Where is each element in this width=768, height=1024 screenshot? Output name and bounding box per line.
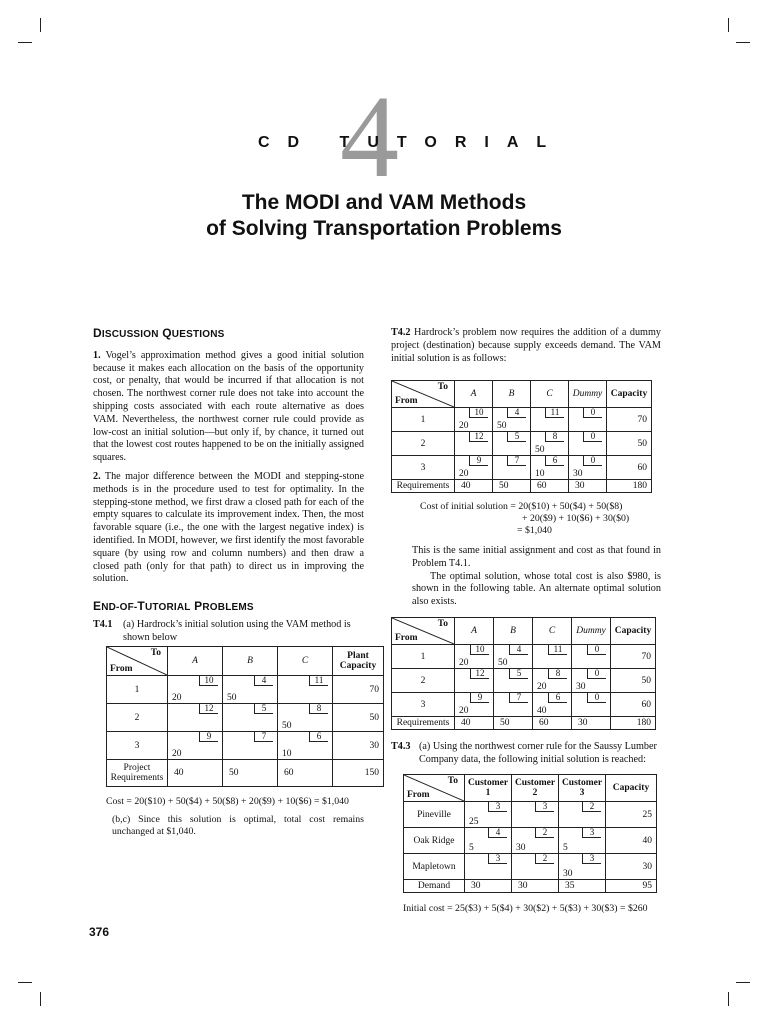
unit-cost: 5 (507, 432, 526, 442)
row-label: 3 (392, 456, 455, 480)
unit-cost: 9 (469, 456, 488, 466)
unit-cost: 6 (545, 456, 564, 466)
problem-t4-1: T4.1 (a) Hardrock’s initial solution using the VAM method is shown below (93, 618, 351, 643)
allocation: 5 (469, 843, 474, 853)
column-header: Customer 1 (465, 775, 512, 802)
unit-cost: 12 (199, 704, 218, 714)
route-cell (572, 669, 611, 693)
unit-cost: 8 (545, 432, 564, 442)
requirement-value: 30 (465, 880, 512, 893)
row-capacity: 30 (606, 854, 657, 880)
unit-cost: 11 (545, 408, 564, 418)
table-row (404, 828, 657, 854)
t4-3-initial-cost: Initial cost = 25($3) + 5($4) + 30($2) + 5($3) + 30($3) = $260 (403, 903, 648, 914)
route-cell (512, 802, 559, 828)
unit-cost: 4 (509, 645, 528, 655)
unit-cost: 0 (583, 408, 602, 418)
transport-table (391, 617, 656, 730)
route-cell (223, 676, 278, 704)
unit-cost: 6 (548, 693, 567, 703)
unit-cost: 12 (469, 432, 488, 442)
row-capacity: 60 (611, 693, 656, 717)
total-value: 180 (607, 480, 652, 493)
requirements-row (404, 880, 657, 893)
unit-cost: 4 (488, 828, 507, 838)
route-cell (569, 432, 607, 456)
total-value: 180 (611, 717, 656, 730)
route-cell (278, 732, 333, 760)
column-header: Customer 3 (559, 775, 606, 802)
transport-table (391, 380, 652, 493)
allocation: 20 (172, 693, 182, 703)
requirement-value: 50 (494, 717, 533, 730)
route-cell (493, 408, 531, 432)
transport-table (106, 646, 384, 787)
requirement-value: 35 (559, 880, 606, 893)
allocation: 50 (535, 445, 545, 455)
chapter-label: CD TUTORIAL (258, 134, 565, 151)
unit-cost: 0 (587, 645, 606, 655)
route-cell (168, 732, 223, 760)
unit-cost: 6 (309, 732, 328, 742)
page-title (0, 190, 768, 242)
row-capacity: 70 (333, 676, 384, 704)
allocation: 20 (172, 749, 182, 759)
unit-cost: 4 (507, 408, 526, 418)
requirement-value: 30 (572, 717, 611, 730)
unit-cost: 12 (470, 669, 489, 679)
crop-mark (40, 992, 41, 1006)
capacity-header: Capacity (611, 618, 656, 645)
requirements-label: Demand (404, 880, 465, 893)
route-cell (569, 408, 607, 432)
requirement-value: 60 (531, 480, 569, 493)
row-label: 1 (107, 676, 168, 704)
route-cell (465, 854, 512, 880)
allocation: 30 (576, 682, 586, 692)
unit-cost: 5 (254, 704, 273, 714)
unit-cost: 10 (470, 645, 489, 655)
column-header: B (493, 381, 531, 408)
crop-mark (40, 18, 41, 32)
column-header: Dummy (572, 618, 611, 645)
route-cell (168, 704, 223, 732)
to-from-header: To From (107, 647, 168, 676)
unit-cost: 5 (509, 669, 528, 679)
allocation: 10 (535, 469, 545, 479)
column-header: A (455, 381, 493, 408)
unit-cost: 0 (587, 693, 606, 703)
row-capacity: 60 (607, 456, 652, 480)
column-header: B (223, 647, 278, 676)
unit-cost: 2 (535, 854, 554, 864)
row-label: 3 (107, 732, 168, 760)
row-capacity: 30 (333, 732, 384, 760)
crop-mark (18, 982, 32, 983)
row-capacity: 70 (607, 408, 652, 432)
route-cell (455, 408, 493, 432)
row-label: 3 (392, 693, 455, 717)
column-header: C (533, 618, 572, 645)
route-cell (455, 693, 494, 717)
column-header: B (494, 618, 533, 645)
t4-2-intro: T4.2 Hardrock’s problem now requires the addition of a dummy project (destination) because supply exceeds demand. The VAM initial solution is as follows: (391, 327, 661, 364)
route-cell (493, 456, 531, 480)
allocation: 20 (459, 421, 469, 431)
question-2: 2. The major difference between the MODI and stepping-stone methods is in the procedure used to test for optimality. In the stepping-stone method, we first draw a closed path for each of the empty squares to calculate its improvement index. Then, the most favorable square (i.e., the one with the largest negative index) is identified. In MODI, however, we first identify the most favorable square (by using row and column numbers) and then draw a closed path (only for that path) to direct us in improving the solution. (93, 470, 364, 585)
route-cell (533, 693, 572, 717)
row-capacity: 50 (333, 704, 384, 732)
allocation: 50 (227, 693, 237, 703)
table-row (107, 704, 384, 732)
route-cell (465, 828, 512, 854)
requirement-value: 30 (512, 880, 559, 893)
table-row (107, 676, 384, 704)
total-value: 150 (333, 760, 384, 787)
requirement-value: 60 (533, 717, 572, 730)
requirement-value: 50 (223, 760, 278, 787)
to-from-header: To From (404, 775, 465, 802)
column-header: C (278, 647, 333, 676)
t4-2-cost: Cost of initial solution = 20($10) + 50($4) + 50($8) + 20($9) + 10($6) + 30($0) = $1,040 (420, 501, 630, 536)
unit-cost: 10 (469, 408, 488, 418)
table-row (392, 693, 656, 717)
route-cell (168, 676, 223, 704)
row-capacity: 70 (611, 645, 656, 669)
allocation: 20 (459, 658, 469, 668)
allocation: 30 (516, 843, 526, 853)
page-number: 376 (89, 925, 110, 939)
t4-1-cost-equation: Cost = 20($10) + 50($4) + 50($8) + 20($9) + 10($6) = $1,040 (106, 796, 349, 807)
crop-mark (736, 982, 750, 983)
requirements-row (392, 480, 652, 493)
unit-cost: 9 (199, 732, 218, 742)
t4-2-followup: This is the same initial assignment and cost as that found in Problem T4.1. The optimal solution, whose total cost is also $980, is shown in the following table. An alternate optimal solution also exists. (412, 545, 661, 608)
unit-cost: 8 (548, 669, 567, 679)
row-label: 2 (107, 704, 168, 732)
requirement-value: 40 (168, 760, 223, 787)
question-1: 1. Vogel’s approximation method gives a good initial solution because it makes each allocation on the basis of the opportunity cost, or penalty, that would be incurred if that allocation is not chosen. The northwest corner rule does not take into account the shipping costs associated with each route alternative as does VAM. Nevertheless, the northwest corner rule could provide as low-cost an initial solution—but only if, by chance, it turned out that the lowest cost routes happened to be on the initially assigned squares. (93, 349, 364, 464)
route-cell (572, 645, 611, 669)
row-label: 2 (392, 669, 455, 693)
capacity-header: Plant Capacity (333, 647, 384, 676)
route-cell (559, 828, 606, 854)
route-cell (455, 645, 494, 669)
table-row (107, 732, 384, 760)
discussion-heading: DISCUSSION QUESTIONS (93, 326, 225, 340)
allocation: 10 (282, 749, 292, 759)
unit-cost: 11 (548, 645, 567, 655)
transport-table (403, 774, 657, 893)
crop-mark (728, 18, 729, 32)
allocation: 50 (282, 721, 292, 731)
unit-cost: 2 (535, 828, 554, 838)
problem-t4-3: T4.3 (a) Using the northwest corner rule for the Saussy Lumber Company data, the following initial solution is reached: (391, 741, 657, 765)
requirement-value: 40 (455, 480, 493, 493)
requirement-value: 30 (569, 480, 607, 493)
unit-cost: 3 (488, 802, 507, 812)
route-cell (455, 432, 493, 456)
unit-cost: 8 (309, 704, 328, 714)
row-label: Oak Ridge (404, 828, 465, 854)
route-cell (559, 854, 606, 880)
route-cell (494, 645, 533, 669)
requirement-value: 40 (455, 717, 494, 730)
unit-cost: 11 (309, 676, 328, 686)
requirement-value: 50 (493, 480, 531, 493)
route-cell (531, 432, 569, 456)
unit-cost: 0 (583, 456, 602, 466)
unit-cost: 3 (535, 802, 554, 812)
to-from-header: To From (392, 618, 455, 645)
route-cell (494, 693, 533, 717)
route-cell (278, 704, 333, 732)
t4-1-bc-answer: (b,c) Since this solution is optimal, total cost remains unchanged at $1,040. (112, 814, 364, 837)
requirements-label: Project Requirements (107, 760, 168, 787)
requirements-label: Requirements (392, 480, 455, 493)
route-cell (512, 828, 559, 854)
allocation: 50 (498, 658, 508, 668)
requirements-row (107, 760, 384, 787)
row-capacity: 50 (611, 669, 656, 693)
row-label: Pineville (404, 802, 465, 828)
left-column (93, 327, 364, 645)
unit-cost: 4 (254, 676, 273, 686)
unit-cost: 0 (583, 432, 602, 442)
table-row (392, 669, 656, 693)
allocation: 50 (497, 421, 507, 431)
route-cell (494, 669, 533, 693)
capacity-header: Capacity (606, 775, 657, 802)
table-row (392, 456, 652, 480)
title-line-1: The MODI and VAM Methods (241, 191, 527, 214)
unit-cost: 3 (582, 828, 601, 838)
to-from-header: To From (392, 381, 455, 408)
unit-cost: 2 (582, 802, 601, 812)
unit-cost: 9 (470, 693, 489, 703)
total-value: 95 (606, 880, 657, 893)
allocation: 30 (573, 469, 583, 479)
allocation: 20 (537, 682, 547, 692)
unit-cost: 10 (199, 676, 218, 686)
route-cell (512, 854, 559, 880)
allocation: 25 (469, 817, 479, 827)
crop-mark (736, 42, 750, 43)
route-cell (455, 456, 493, 480)
route-cell (572, 693, 611, 717)
row-label: 2 (392, 432, 455, 456)
route-cell (278, 676, 333, 704)
table-row (404, 802, 657, 828)
allocation: 20 (459, 706, 469, 716)
column-header: C (531, 381, 569, 408)
column-header: Customer 2 (512, 775, 559, 802)
row-label: 1 (392, 408, 455, 432)
unit-cost: 3 (582, 854, 601, 864)
route-cell (569, 456, 607, 480)
route-cell (533, 645, 572, 669)
requirement-value: 60 (278, 760, 333, 787)
route-cell (465, 802, 512, 828)
column-header: A (168, 647, 223, 676)
crop-mark (18, 42, 32, 43)
allocation: 20 (459, 469, 469, 479)
row-capacity: 50 (607, 432, 652, 456)
table-row (392, 408, 652, 432)
route-cell (559, 802, 606, 828)
requirements-row (392, 717, 656, 730)
route-cell (531, 456, 569, 480)
row-label: 1 (392, 645, 455, 669)
row-capacity: 40 (606, 828, 657, 854)
requirements-label: Requirements (392, 717, 455, 730)
row-label: Mapletown (404, 854, 465, 880)
route-cell (493, 432, 531, 456)
row-capacity: 25 (606, 802, 657, 828)
crop-mark (728, 992, 729, 1006)
column-header: A (455, 618, 494, 645)
route-cell (223, 704, 278, 732)
allocation: 40 (537, 706, 547, 716)
unit-cost: 3 (488, 854, 507, 864)
route-cell (455, 669, 494, 693)
chapter-number: 4 (340, 71, 399, 202)
title-line-2: of Solving Transportation Problems (206, 217, 562, 240)
table-row (392, 645, 656, 669)
end-of-tutorial-heading: END-OF-TUTORIAL PROBLEMS (93, 599, 254, 614)
allocation: 30 (563, 869, 573, 879)
unit-cost: 7 (507, 456, 526, 466)
route-cell (533, 669, 572, 693)
column-header: Dummy (569, 381, 607, 408)
unit-cost: 7 (254, 732, 273, 742)
capacity-header: Capacity (607, 381, 652, 408)
unit-cost: 7 (509, 693, 528, 703)
allocation: 5 (563, 843, 568, 853)
table-row (392, 432, 652, 456)
table-row (404, 854, 657, 880)
unit-cost: 0 (587, 669, 606, 679)
route-cell (223, 732, 278, 760)
route-cell (531, 408, 569, 432)
